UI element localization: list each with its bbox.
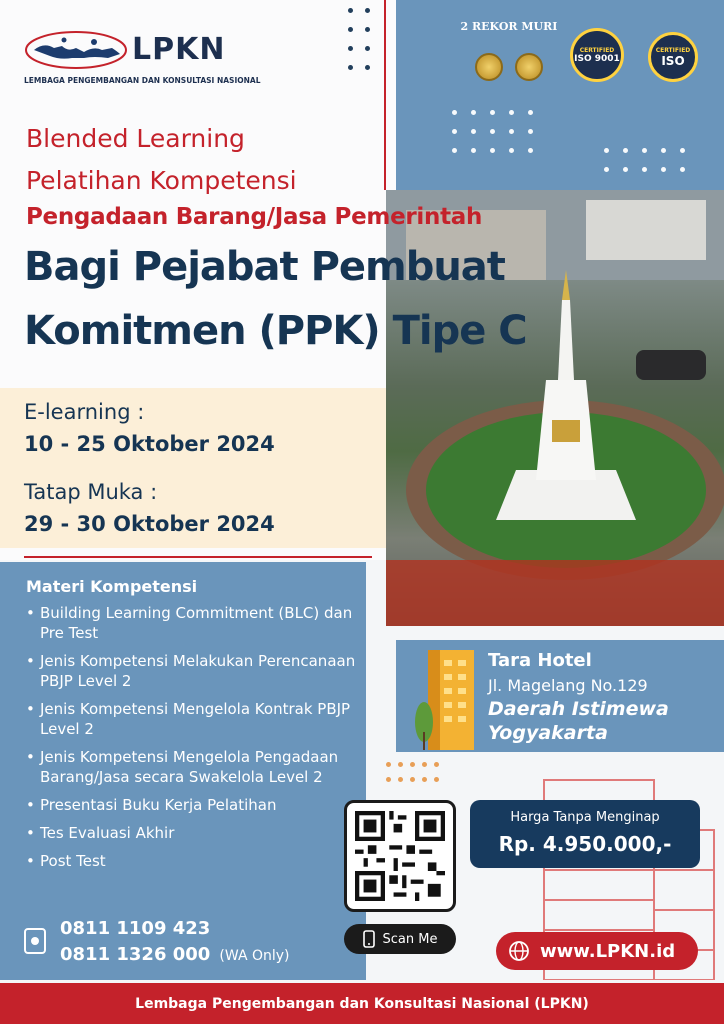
logo-brand: LPKN bbox=[132, 32, 226, 67]
globe-icon bbox=[508, 940, 530, 962]
iso-certified-badge: CERTIFIED ISO bbox=[648, 32, 698, 82]
phone-number-2[interactable]: 0811 1326 000 bbox=[60, 944, 211, 965]
materi-title: Materi Kompetensi bbox=[26, 577, 198, 596]
phone-note: (WA Only) bbox=[219, 948, 290, 964]
rekor-muri-badge bbox=[456, 20, 562, 86]
scan-me-button[interactable] bbox=[344, 924, 456, 954]
phone-scan-icon bbox=[363, 930, 375, 948]
hotel-name: Tara Hotel bbox=[488, 650, 592, 671]
list-item: • Presentasi Buku Kerja Pelatihan bbox=[26, 795, 356, 815]
price-amount: Rp. 4.950.000,- bbox=[498, 832, 672, 856]
tatap-muka-label: Tatap Muka : bbox=[24, 480, 158, 504]
qr-code[interactable] bbox=[344, 800, 456, 912]
list-item: • Post Test bbox=[26, 851, 356, 871]
headline-line3: Pengadaan Barang/Jasa Pemerintah bbox=[26, 204, 483, 230]
list-item: • Jenis Kompetensi Melakukan Perencanaan PBJP Level 2 bbox=[26, 651, 356, 691]
medal-icon bbox=[515, 53, 543, 81]
footer-text: Lembaga Pengembangan dan Konsultasi Nasional (LPKN) bbox=[135, 995, 589, 1012]
dot-pattern-white-2 bbox=[604, 148, 685, 172]
medal-icon bbox=[475, 53, 503, 81]
footer-bar bbox=[0, 983, 724, 1024]
website-url: www.LPKN.id bbox=[540, 940, 676, 962]
headline-line2: Pelatihan Kompetensi bbox=[26, 166, 297, 195]
list-item: • Jenis Kompetensi Mengelola Pengadaan Barang/Jasa secara Swakelola Level 2 bbox=[26, 747, 356, 787]
list-item: • Jenis Kompetensi Mengelola Kontrak PBJP Level 2 bbox=[26, 699, 356, 739]
hotel-building-icon bbox=[414, 642, 480, 752]
website-button[interactable] bbox=[496, 932, 698, 970]
qr-code-icon bbox=[355, 811, 445, 901]
logo bbox=[24, 26, 264, 90]
materi-list bbox=[26, 603, 356, 879]
hotel-region-1: Daerah Istimewa bbox=[488, 698, 669, 720]
hotel-region-2: Yogyakarta bbox=[488, 722, 608, 744]
phone-icon bbox=[24, 928, 46, 954]
logo-tagline: LEMBAGA PENGEMBANGAN DAN KONSULTASI NASIONAL bbox=[24, 76, 261, 85]
tatap-muka-date: 29 - 30 Oktober 2024 bbox=[24, 512, 275, 536]
phone-number-1[interactable]: 0811 1109 423 bbox=[60, 918, 211, 939]
rekor-label: 2 REKOR MURI bbox=[460, 20, 558, 33]
list-item: • Tes Evaluasi Akhir bbox=[26, 823, 356, 843]
dot-pattern-white bbox=[452, 110, 533, 153]
price-label: Harga Tanpa Menginap bbox=[510, 810, 660, 825]
headline-line4: Bagi Pejabat Pembuat bbox=[24, 244, 505, 290]
hotel-address: Jl. Magelang No.129 bbox=[488, 676, 648, 695]
phone-number-2-row bbox=[60, 944, 290, 965]
elearning-date: 10 - 25 Oktober 2024 bbox=[24, 432, 275, 456]
dot-pattern-orange bbox=[386, 762, 438, 782]
headline-line5: Komitmen (PPK) Tipe C bbox=[24, 308, 527, 354]
headline-line1: Blended Learning bbox=[26, 124, 245, 153]
dot-pattern-navy bbox=[348, 8, 370, 70]
list-item: • Building Learning Commitment (BLC) dan Pre Test bbox=[26, 603, 356, 643]
scan-me-label: Scan Me bbox=[382, 931, 438, 947]
red-accent-line bbox=[384, 0, 386, 190]
indonesia-map-icon bbox=[24, 28, 128, 72]
iso-9001-badge: CERTIFIED ISO 9001 bbox=[570, 28, 624, 82]
red-divider-line bbox=[24, 556, 372, 558]
elearning-label: E-learning : bbox=[24, 400, 145, 424]
